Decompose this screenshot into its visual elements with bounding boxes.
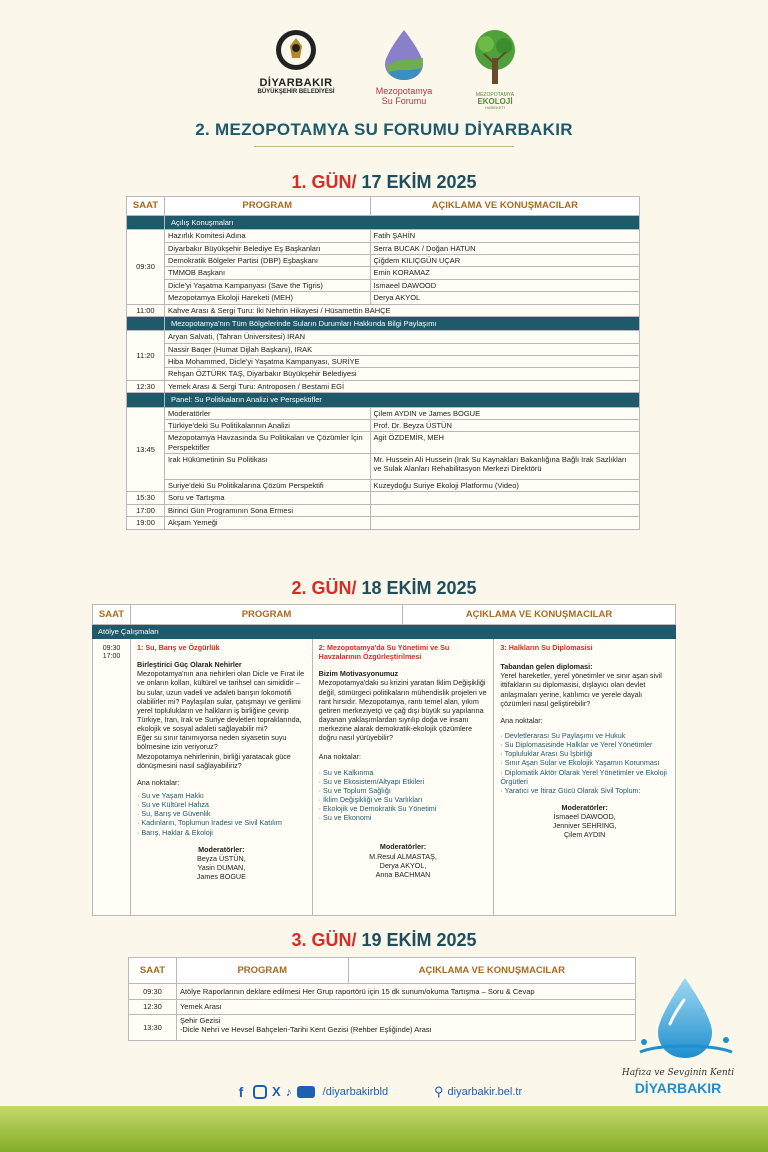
day3-label: 3. GÜN/ xyxy=(291,930,357,950)
moderator-name: Anna BACHMAN xyxy=(375,869,431,879)
section-band: Açılış Konuşmaları xyxy=(164,215,639,229)
aciklama-header: AÇIKLAMA VE KONUŞMACILAR xyxy=(370,197,639,216)
list-item: · Ekolojik ve Demokratik Su Yönetimi xyxy=(318,804,437,814)
moderators-label: Moderatörler: xyxy=(198,844,245,854)
moderator-name: M.Resul ALMASTAŞ, xyxy=(369,851,437,861)
list-item: · Su ve Kültürel Hafıza xyxy=(137,800,209,810)
day2-date: 18 EKİM 2025 xyxy=(361,578,477,598)
website-link[interactable] xyxy=(434,1084,522,1100)
program-cell: Moderatörler xyxy=(164,407,370,419)
list-item: · Su ve Kalkınma xyxy=(318,767,374,777)
municipality-logo xyxy=(244,28,348,95)
program-cell: Atölye Raporlarının deklare edilmesi Her Grup raportörü için 15 dk sunum/okuma Tartışma – Soru & Cevap xyxy=(176,984,635,1000)
moderator-name: İsmaeel DAWOOD, xyxy=(553,812,616,822)
moderator-name: Çilem AYDIN xyxy=(563,830,606,840)
moderator-name: Jenniver SEHRING, xyxy=(552,821,617,831)
website-url[interactable]: diyarbakir.bel.tr xyxy=(447,1086,523,1098)
city-brand xyxy=(621,974,740,1096)
moderator-name: Derya AKYOL, xyxy=(379,860,427,870)
time-cell: 13:45 xyxy=(127,407,165,492)
time-start: 09:30 xyxy=(102,645,121,652)
speaker-cell: Ismaeel DAWOOD xyxy=(370,279,639,291)
footer xyxy=(0,1080,768,1106)
workshop-title: 1: Su, Barış ve Özgürlük xyxy=(137,643,220,652)
youtube-icon[interactable] xyxy=(297,1086,315,1098)
speaker-cell: Derya AKYOL xyxy=(370,292,639,304)
moderators-label: Moderatörler: xyxy=(379,842,427,852)
workshop-3 xyxy=(494,639,675,915)
forum-logo xyxy=(358,28,450,107)
program-cell: Hiba Mohammed, Dicle'yi Yaşatma Kampanyası, SURİYE xyxy=(164,356,639,368)
program-cell: Yemek Arası xyxy=(176,1000,635,1015)
page-title: 2. MEZOPOTAMYA SU FORUMU DİYARBAKIR xyxy=(195,120,573,139)
workshop-1 xyxy=(131,639,313,915)
main-points-label: Ana noktalar: xyxy=(500,715,543,725)
program-header: PROGRAM xyxy=(164,197,370,216)
forum-name-line2: Su Forumu xyxy=(381,95,427,106)
program-cell: Suriye'deki Su Politikalarına Çözüm Perspektifi xyxy=(164,480,370,492)
moderators xyxy=(319,842,488,879)
list-item: · Su ve Yaşam Hakkı xyxy=(137,790,204,800)
city-name: DİYARBAKIR xyxy=(634,1080,722,1096)
day1-date: 17 EKİM 2025 xyxy=(361,172,477,192)
program-cell: Mezopotamya Havzasında Su Politikaları ve Çözümler İçin Perspektifler xyxy=(164,432,370,454)
section-band: Mezopotamya'nın Tüm Bölgelerinde Suların Durumları Hakkında Bilgi Paylaşımı xyxy=(164,316,639,330)
speaker-cell: Çiğdem KILIÇGÜN UÇAR xyxy=(370,255,639,267)
program-header: PROGRAM xyxy=(176,958,348,984)
municipality-name: DİYARBAKIR xyxy=(259,77,333,89)
moderator-name: James BOGUE xyxy=(196,872,246,882)
program-cell: Demokratik Bölgeler Partisi (DBP) Eşbaşkanı xyxy=(164,255,370,267)
facebook-icon[interactable]: f xyxy=(238,1083,244,1100)
social-handle[interactable]: /diyarbakirbld xyxy=(322,1085,389,1098)
program-cell: Kahve Arası & Sergi Turu: İki Nehrin Hikayesi / Hüsamettin BAHÇE xyxy=(164,304,639,316)
time-cell: 12:30 xyxy=(127,380,165,392)
municipality-emblem-icon xyxy=(274,28,318,72)
list-item: · Topluluklar Arası Su İşbirliği xyxy=(500,749,593,759)
city-slogan: Hafıza ve Sevginin Kenti xyxy=(621,1068,735,1078)
moderators xyxy=(500,803,669,840)
section-band: Atölye Çalışmaları xyxy=(92,625,676,639)
speaker-cell: Fatih ŞAHİN xyxy=(370,230,639,242)
social-links xyxy=(234,1084,388,1099)
workshop-title: 2: Mezopotamya'da Su Yönetimi ve Su Havzalarının Özgürleştirilmesi xyxy=(318,643,450,662)
tree-icon xyxy=(470,28,520,88)
ecology-name-line2: EKOLOJİ xyxy=(477,97,513,106)
workshop-subtitle: Tabandan gelen diplomasi: xyxy=(500,662,593,672)
list-item: · Sınır Aşan Sular ve Ekolojik Yaşamın Korunması xyxy=(500,758,660,768)
section-band: Panel: Su Politikaların Analizi ve Perspektifler xyxy=(164,393,639,407)
instagram-icon[interactable] xyxy=(253,1085,267,1099)
program-cell: Diyarbakır Büyükşehir Belediye Eş Başkanları xyxy=(164,242,370,254)
logo-bar xyxy=(0,28,768,114)
time-cell: 12:30 xyxy=(129,1000,177,1015)
main-points-label: Ana noktalar: xyxy=(318,752,362,762)
speaker-cell: Agit ÖZDEMİR, MEH xyxy=(370,432,639,454)
time-cell: 13:30 xyxy=(129,1015,177,1041)
workshop-title: 3: Halkların Su Diplomasisi xyxy=(500,643,593,652)
list-item: · Su, Barış ve Güvenlik xyxy=(137,809,211,819)
workshop-time xyxy=(93,639,131,915)
workshop-description: Mezopotamya'nın ana nehirleri olan Dicle ve Fırat ile ve onların kolları, kültürel ve tarihsel can simididir – bu sular, uzun vadeli ve adaleti barışın lokomotifi olabilirler mi? Paylaşılan sular, çatışmayı ve gerilimi yerel toplulukların ve halkların iş birliğine çevirip Türkiye, İran, Irak ve Suriye devletleri topraklarında, ekolojik ve sosyal adaleti sağlayabilir mi? Eğer su sınır tanımıyorsa neden siyasetin suyu bölmesine izin veriyoruz? Mezopotamya nehirlerinin, birliği yaratacak güce dönüşmesini nasıl sağlayabiliriz? xyxy=(137,669,305,770)
list-item: · Su Diplomasisinde Halklar ve Yerel Yönetimler xyxy=(500,740,653,750)
moderator-name: Yasin DUMAN, xyxy=(197,862,246,872)
program-line: Şehir Gezisi xyxy=(179,1016,221,1025)
points-list xyxy=(137,791,306,837)
day2-label: 2. GÜN/ xyxy=(291,578,357,598)
saat-header: SAAT xyxy=(93,605,131,624)
program-cell: Rehşan ÖZTÜRK TAŞ, Diyarbakır Büyükşehir Belediyesi xyxy=(164,368,639,380)
aciklama-header: AÇIKLAMA VE KONUŞMACILAR xyxy=(348,958,635,984)
time-cell: 09:30 xyxy=(129,984,177,1000)
speaker-cell: Kuzeydoğu Suriye Ekoloji Platformu (Video) xyxy=(370,480,639,492)
time-cell: 11:00 xyxy=(127,304,165,316)
water-drop-icon xyxy=(630,974,740,1064)
aciklama-header: AÇIKLAMA VE KONUŞMACILAR xyxy=(465,609,613,620)
saat-header: SAAT xyxy=(127,197,165,216)
workshop-description: Mezopotamya'daki su krizini yaratan İklim Değişikliği değil, sömürgeci politikaların mühendislik projeleri ve rant hırsıdır. Mezopotamya, rantı temel alan, yıkım getiren merkeziyetçi ve çağ dışı büyük su yapılarına dayanan yaklaşımlardan sıyrılıp doğa ve insanı merkezine alarak demokratik-ekolojik çözümlere doğru nasıl yürüyebilir? xyxy=(318,678,487,743)
time-cell: 15:30 xyxy=(127,492,165,504)
moderator-name: Beyza ÜSTÜN, xyxy=(196,853,246,863)
water-drop-icon xyxy=(379,28,429,82)
main-points-label: Ana noktalar: xyxy=(137,777,180,787)
moderators xyxy=(137,845,306,882)
forum-name-line1: Mezopotamya xyxy=(375,86,433,96)
workshop-2 xyxy=(313,639,495,915)
list-item: · Yaratıcı ve İtiraz Gücü Olarak Sivil Toplum: xyxy=(500,785,641,795)
time-end: 17:00 xyxy=(102,653,121,661)
workshop-description: Yerel hareketler, yerel yönetimler ve sınır aşan sivil ittifakların su diplomasisi, dışlayıcı olan devlet anlaşmaları yerine, katılımcı ve yerele dayalı çözümleri nasıl geliştirebilir? xyxy=(500,671,662,708)
points-list xyxy=(500,731,669,795)
day3-date: 19 EKİM 2025 xyxy=(361,930,477,950)
speaker-cell: Çilem AYDIN ve James BOGUE xyxy=(370,407,639,419)
workshop-subtitle: Bizim Motivasyonumuz xyxy=(318,669,399,679)
title-divider xyxy=(254,146,514,147)
day3-table xyxy=(128,957,636,1041)
program-cell: Soru ve Tartışma xyxy=(164,492,370,504)
points-list xyxy=(319,768,488,823)
program-cell: Nassir Baqer (Humat Dijlah Başkanı), IRAK xyxy=(164,343,639,355)
day2-table xyxy=(92,604,676,916)
day1-label: 1. GÜN/ xyxy=(291,172,357,192)
program-cell: Birinci Gün Programının Sona Ermesi xyxy=(164,504,370,516)
list-item: · Kadınların, Toplumun İradesi ve Sivil Katılım xyxy=(137,818,282,828)
list-item: · Su ve Ekonomi xyxy=(318,813,372,823)
speaker-cell: Prof. Dr. Beyza ÜSTÜN xyxy=(370,419,639,431)
location-pin-icon: ⚲ xyxy=(434,1084,444,1099)
time-cell: 19:00 xyxy=(127,517,165,529)
ecology-name-line3: HAREKETİ xyxy=(484,105,505,110)
program-header: PROGRAM xyxy=(131,605,403,624)
ecology-name-line1: MEZOPOTAMYA xyxy=(475,92,515,98)
time-cell: 17:00 xyxy=(127,504,165,516)
tiktok-icon[interactable]: ♪ xyxy=(285,1084,292,1099)
workshop-subtitle: Birleştirici Güç Olarak Nehirler xyxy=(137,660,242,670)
municipality-subname: BÜYÜKŞEHİR BELEDİYESİ xyxy=(257,89,335,95)
program-cell: TMMOB Başkanı xyxy=(164,267,370,279)
program-cell: Türkiye'deki Su Politikalarının Analizi xyxy=(164,419,370,431)
program-cell: Dicle'yi Yaşatma Kampanyası (Save the Tigris) xyxy=(164,279,370,291)
x-twitter-icon[interactable]: X xyxy=(272,1084,281,1099)
day3-heading xyxy=(0,930,768,951)
speaker-cell: Emin KORAMAZ xyxy=(370,267,639,279)
program-cell: Mezopotamya Ekoloji Hareketi (MEH) xyxy=(164,292,370,304)
day2-header-row xyxy=(92,604,676,625)
program-cell: Akşam Yemeği xyxy=(164,517,370,529)
list-item: · İklim Değişikliği ve Su Varlıkları xyxy=(318,794,423,804)
program-cell: Aryan Salvati, (Tahran Üniversitesi) İRAN xyxy=(164,331,639,343)
list-item: · Diplomatik Aktör Olarak Yerel Yönetimler ve Ekoloji Örgütleri xyxy=(500,767,667,786)
day2-heading xyxy=(0,578,768,599)
program-cell: Irak Hükümetinin Su Politikası xyxy=(164,454,370,480)
list-item: · Su ve Toplum Sağlığı xyxy=(318,785,391,795)
program-cell: Hazırlık Komitesi Adına xyxy=(164,230,370,242)
program-line: -Dicle Nehri ve Hevsel Bahçeleri-Tarihi Kent Gezisi (Rehber Eşliğinde) Arası xyxy=(179,1025,432,1035)
list-item: · Barış, Haklar & Ekoloji xyxy=(137,827,213,837)
time-cell: 11:20 xyxy=(127,331,165,381)
workshop-columns xyxy=(92,639,676,916)
program-cell xyxy=(176,1015,635,1041)
day1-table xyxy=(126,196,640,530)
list-item: · Devletlerarası Su Paylaşımı ve Hukuk xyxy=(500,730,626,740)
day1-heading xyxy=(0,172,768,193)
moderators-label: Moderatörler: xyxy=(561,802,608,812)
speaker-cell: Mr. Hussein Ali Hussein (Irak Su Kaynakları Bakanlığına Bağlı Irak Sazlıkları ve Sulak Alanları Rehabilitasyon Merkezi Direktörü xyxy=(370,454,639,480)
speaker-cell: Serra BUCAK / Doğan HATUN xyxy=(370,242,639,254)
time-cell: 09:30 xyxy=(127,230,165,304)
ecology-logo xyxy=(462,28,528,110)
program-cell: Yemek Arası & Sergi Turu: Antroposen / Bestami EGİ xyxy=(164,380,639,392)
grass-background xyxy=(0,1106,768,1152)
saat-header: SAAT xyxy=(129,958,177,984)
list-item: · Su ve Ekosistem/Altyapı Etkileri xyxy=(318,776,425,786)
